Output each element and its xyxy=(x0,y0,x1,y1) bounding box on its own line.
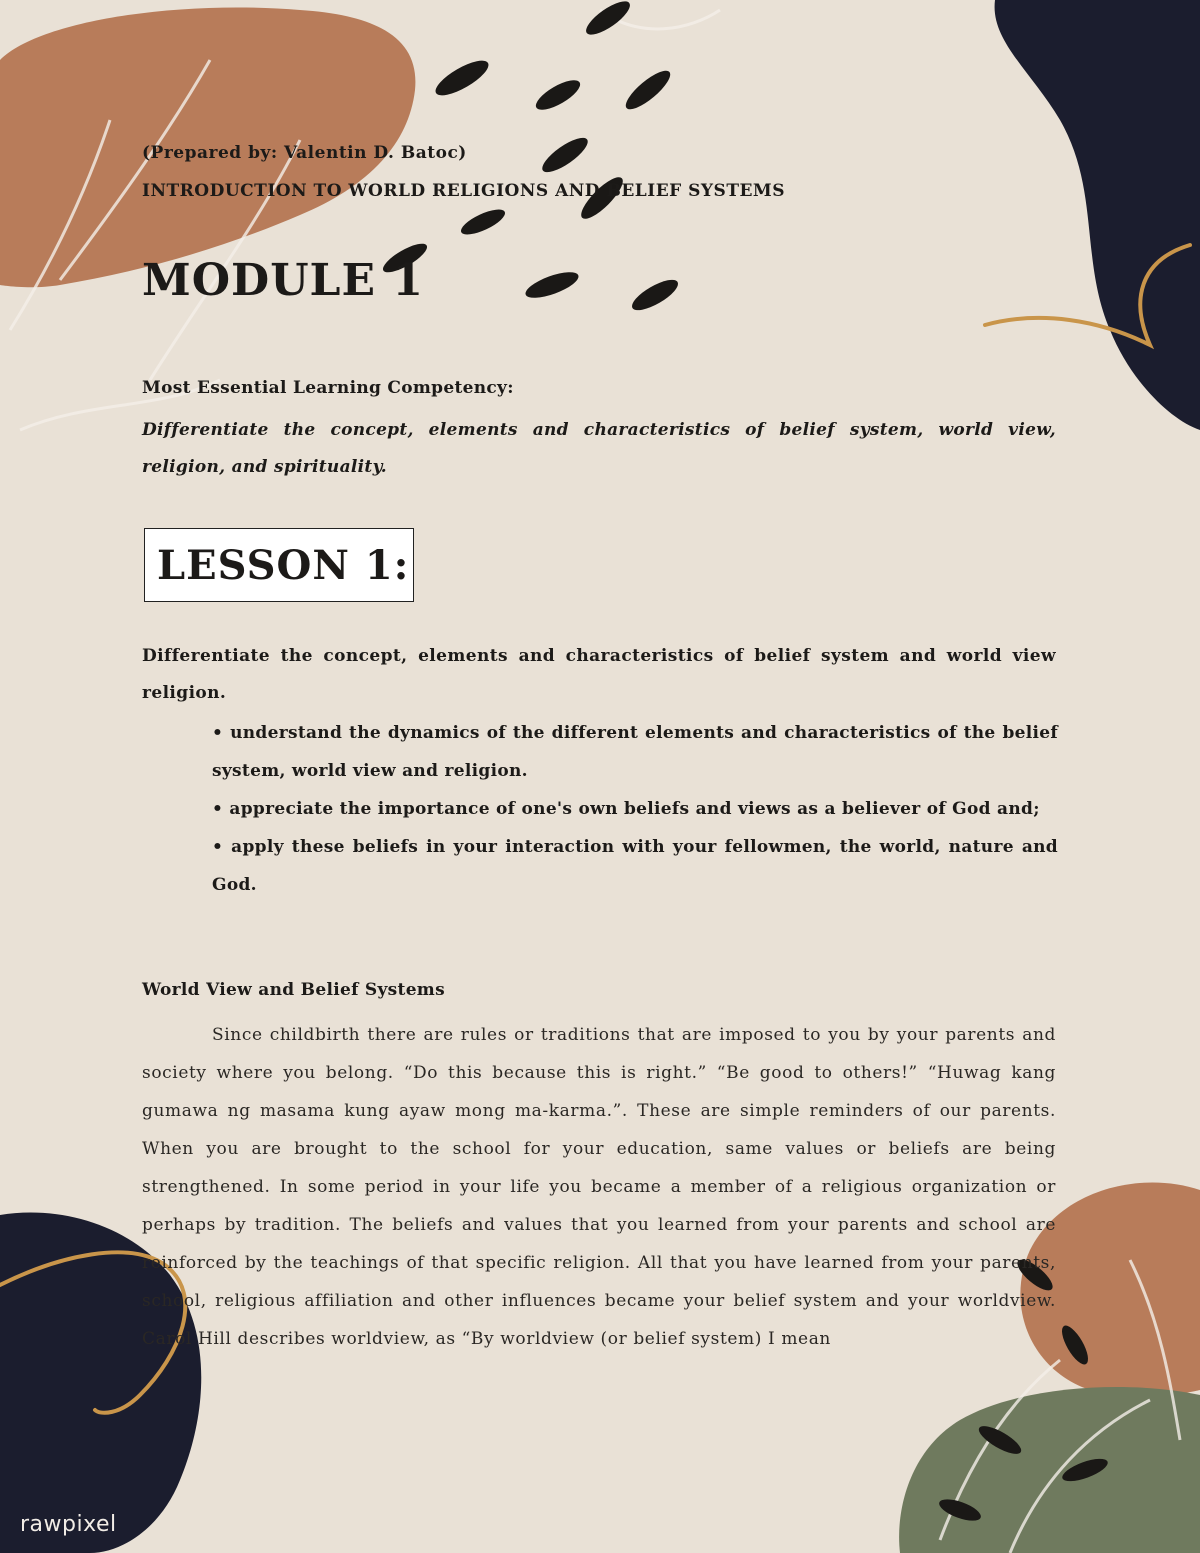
ink-dab xyxy=(538,132,593,178)
competency-label: Most Essential Learning Competency: xyxy=(142,378,514,398)
section-title: World View and Belief Systems xyxy=(142,980,445,1000)
lesson-box xyxy=(144,528,414,602)
section-paragraph: Since childbirth there are rules or traditions that are imposed to you by your parents and society where you belong. “Do this because this is right.” “Be good to others!” “Huwag kang gumawa ng masama kung ayaw mong ma-karma.”. These are simple reminders of our parents. When you are brought to the school for your education, same values or beliefs are being strengthened. In some period in your life you became a member of a religious organization or perhaps by tradition. The beliefs and values that you learned from your parents and school are reinforced by the teachings of that specific religion. All that you have learned from your parents, school, religious affiliation and other influences became your belief system and your worldview. Carol Hill describes worldview, as “By worldview (or belief system) I mean xyxy=(142,1025,1056,1349)
ink-dab xyxy=(621,65,675,115)
ink-dab xyxy=(458,205,508,240)
prepared-by: (Prepared by: Valentin D. Batoc) xyxy=(142,143,467,163)
ink-dab xyxy=(628,274,682,316)
objective-bullet: • appreciate the importance of one's own beliefs and views as a believer of God and; xyxy=(212,799,1040,819)
ink-dab xyxy=(582,0,635,40)
watermark-logo: rawpixel xyxy=(20,1512,117,1537)
objective-bullet: • understand the dynamics of the different elements and characteristics of the belief system, world view and religion. xyxy=(212,723,1058,781)
ink-dab xyxy=(431,54,493,101)
objective-bullet: • apply these beliefs in your interaction with your fellowmen, the world, nature and God. xyxy=(212,837,1058,895)
course-title: INTRODUCTION TO WORLD RELIGIONS AND BELIEF SYSTEMS xyxy=(142,181,786,201)
navy-blob-top-right xyxy=(995,0,1200,430)
lesson-objective: Differentiate the concept, elements and characteristics of belief system and world view religion. xyxy=(142,646,1056,703)
objective-bullets xyxy=(212,714,1058,904)
lesson-title: LESSON 1: xyxy=(157,541,410,589)
ink-dab xyxy=(532,75,584,116)
ink-dab xyxy=(523,267,582,303)
competency-text: Differentiate the concept, elements and characteristics of belief system, world view, religion, and spirituality. xyxy=(142,420,1056,477)
module-title: MODULE 1 xyxy=(142,255,424,306)
